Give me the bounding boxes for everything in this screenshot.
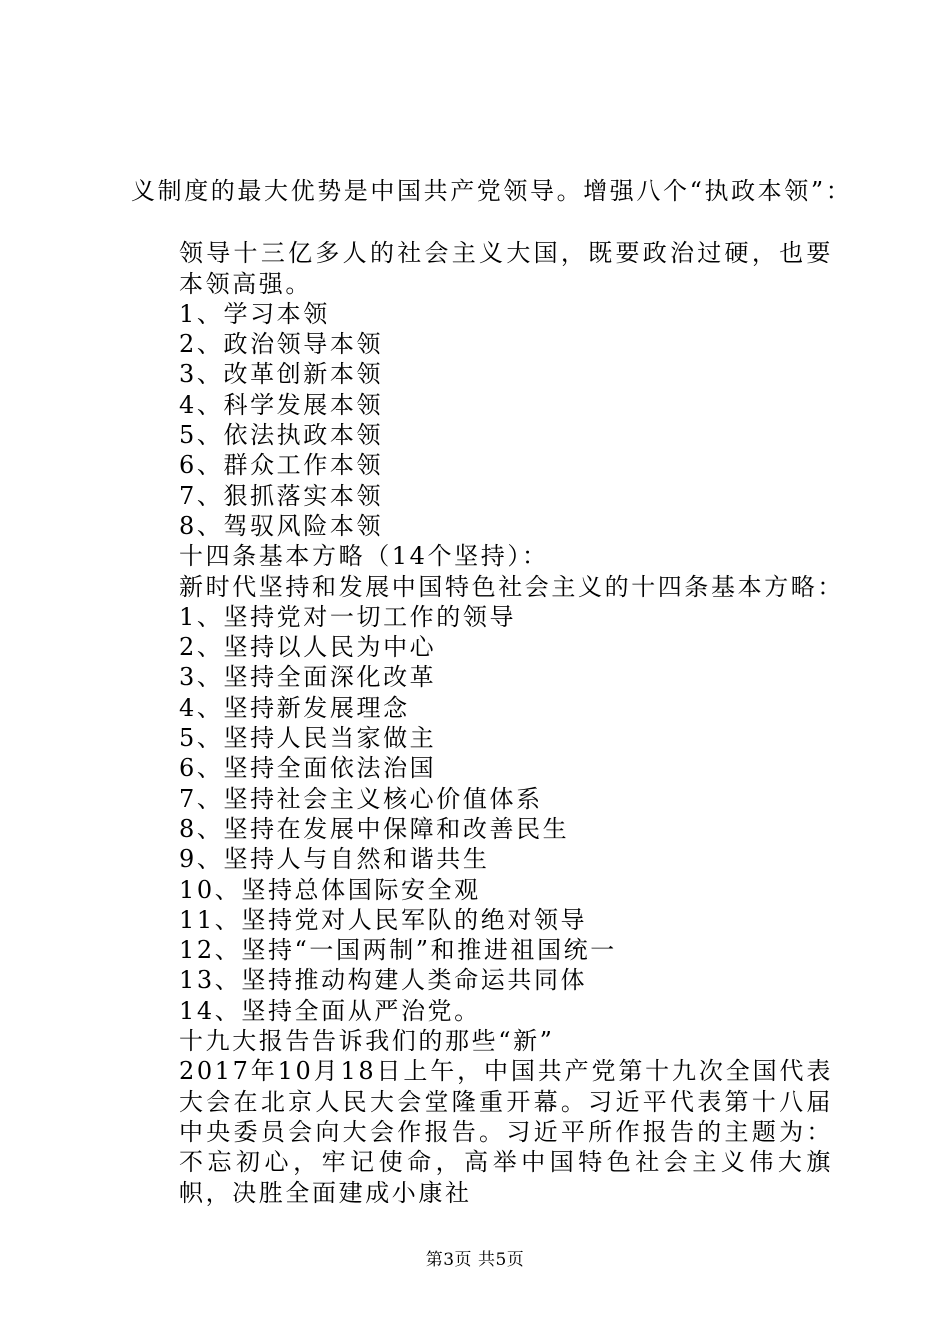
document-body bbox=[131, 176, 853, 1208]
list-item: 3、坚持全面深化改革 bbox=[179, 663, 437, 692]
list-item: 9、坚持人与自然和谐共生 bbox=[179, 845, 490, 874]
list-item: 8、驾驭风险本领 bbox=[179, 511, 384, 540]
section-heading: 十九大报告告诉我们的那些“新” bbox=[179, 1027, 555, 1056]
paragraph-report: 2017年10月18日上午，中国共产党第十九次全国代表大会在北京人民大会堂隆重开幕。习近平代表第十八届中央委员会向大会作报告。习近平所作报告的主题为：不忘初心，牢记使命，高举中国特色社会主义伟大旗帜，决胜全面建成小康社 bbox=[179, 1057, 833, 1207]
list-item: 7、狠抓落实本领 bbox=[179, 481, 384, 510]
paragraph-continuation: 义制度的最大优势是中国共产党领导。增强八个“执政本领”： bbox=[131, 177, 853, 205]
list-item: 2、坚持以人民为中心 bbox=[179, 633, 437, 662]
list-item: 10、坚持总体国际安全观 bbox=[179, 875, 481, 904]
list-item: 14、坚持全面从严治党。 bbox=[179, 996, 481, 1025]
list-item: 13、坚持推动构建人类命运共同体 bbox=[179, 966, 588, 995]
list-item: 12、坚持“一国两制”和推进祖国统一 bbox=[179, 936, 617, 965]
list-item: 4、科学发展本领 bbox=[179, 390, 384, 419]
section-heading: 十四条基本方略（14个坚持）： bbox=[179, 542, 549, 571]
list-item: 2、政治领导本领 bbox=[179, 330, 384, 359]
list-item: 5、依法执政本领 bbox=[179, 421, 384, 450]
list-item: 6、群众工作本领 bbox=[179, 451, 384, 480]
list-item: 1、学习本领 bbox=[179, 299, 330, 328]
list-item: 3、改革创新本领 bbox=[179, 360, 384, 389]
page-number-footer: 第3页 共5页 bbox=[425, 1250, 525, 1270]
list-item: 8、坚持在发展中保障和改善民生 bbox=[179, 814, 570, 843]
list-item: 1、坚持党对一切工作的领导 bbox=[179, 602, 517, 631]
list-item: 11、坚持党对人民军队的绝对领导 bbox=[179, 905, 588, 934]
section-intro: 新时代坚持和发展中国特色社会主义的十四条基本方略： bbox=[179, 572, 844, 601]
paragraph-gap bbox=[131, 206, 833, 238]
list-item: 7、坚持社会主义核心价值体系 bbox=[179, 784, 543, 813]
list-item: 6、坚持全面依法治国 bbox=[179, 754, 437, 783]
list-item: 5、坚持人民当家做主 bbox=[179, 724, 437, 753]
paragraph-leadership: 领导十三亿多人的社会主义大国，既要政治过硬，也要本领高强。 bbox=[179, 239, 833, 298]
list-item: 4、坚持新发展理念 bbox=[179, 693, 410, 722]
